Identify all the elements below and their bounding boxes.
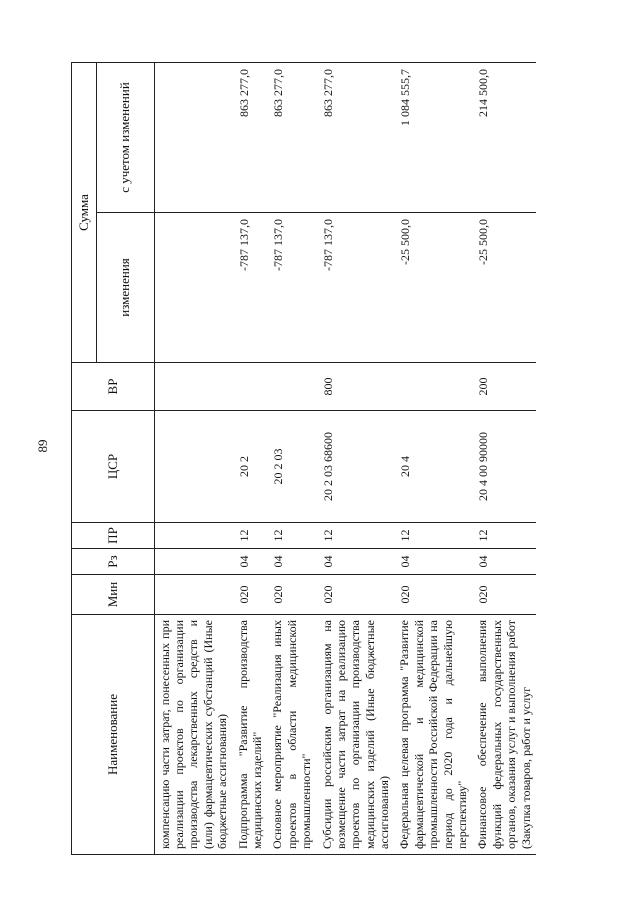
row-total: 863 277,0 xyxy=(267,63,316,213)
row-name: Основное мероприятие "Реализация иных проектов в области медицинской промышленности" xyxy=(267,615,316,855)
row-rz xyxy=(154,549,232,575)
row-name: Федеральная целевая программа "Развитие фармацевтической и медицинской промышленности Российской Федерации на период до 2020 года и дальнейшую перспективу" xyxy=(394,615,472,855)
row-csr: 20 2 03 xyxy=(267,411,316,523)
row-change: -787 137,0 xyxy=(317,213,395,363)
row-pr: 12 xyxy=(267,523,316,549)
row-rz: 04 xyxy=(267,549,316,575)
row-name: Финансовое обеспечение выполнения функций федеральных государственных органов, оказания услуг и выполнения работ (Закупка товаров, работ и услуг xyxy=(472,615,536,855)
row-vr xyxy=(233,363,268,411)
header-rz: Рз xyxy=(72,549,155,575)
row-change xyxy=(154,213,232,363)
row-name: Субсидии российским организациям на возмещение части затрат на реализацию проектов по организации производства медицинских изделий (Иные бюджетные ассигнования) xyxy=(317,615,395,855)
row-pr xyxy=(154,523,232,549)
row-vr: 800 xyxy=(317,363,395,411)
budget-table xyxy=(71,62,536,855)
row-vr xyxy=(267,363,316,411)
row-rz: 04 xyxy=(317,549,395,575)
rotated-page xyxy=(71,63,605,855)
row-vr xyxy=(154,363,232,411)
header-vr: ВР xyxy=(72,363,155,411)
row-total: 214 500,0 xyxy=(472,63,536,213)
row-min: 020 xyxy=(472,575,536,615)
table-row xyxy=(317,63,395,855)
row-change: -25 500,0 xyxy=(472,213,536,363)
row-name: Подпрограмма "Развитие производства медицинских изделий" xyxy=(233,615,268,855)
row-csr: 20 2 03 68600 xyxy=(317,411,395,523)
row-change: -25 500,0 xyxy=(394,213,472,363)
row-min: 020 xyxy=(267,575,316,615)
header-csr: ЦСР xyxy=(72,411,155,523)
table-row xyxy=(233,63,268,855)
table-row xyxy=(394,63,472,855)
row-min: 020 xyxy=(317,575,395,615)
row-rz: 04 xyxy=(233,549,268,575)
row-rz: 04 xyxy=(472,549,536,575)
row-pr: 12 xyxy=(317,523,395,549)
row-csr: 20 2 xyxy=(233,411,268,523)
row-change: -787 137,0 xyxy=(267,213,316,363)
page-number: 89 xyxy=(35,439,50,453)
table-row xyxy=(154,63,232,855)
header-sum: Сумма xyxy=(72,63,97,363)
row-min: 020 xyxy=(394,575,472,615)
header-min: Мин xyxy=(72,575,155,615)
row-min: 020 xyxy=(233,575,268,615)
header-with-changes: с учетом изменений xyxy=(96,63,154,213)
table-row xyxy=(267,63,316,855)
header-name: Наименование xyxy=(72,615,155,855)
row-total: 863 277,0 xyxy=(233,63,268,213)
row-csr: 20 4 xyxy=(394,411,472,523)
row-vr: 200 xyxy=(472,363,536,411)
row-change: -787 137,0 xyxy=(233,213,268,363)
row-total: 863 277,0 xyxy=(317,63,395,213)
row-total xyxy=(154,63,232,213)
row-pr: 12 xyxy=(233,523,268,549)
row-pr: 12 xyxy=(394,523,472,549)
header-change: изменения xyxy=(96,213,154,363)
row-pr: 12 xyxy=(472,523,536,549)
row-csr xyxy=(154,411,232,523)
row-total: 1 084 555,7 xyxy=(394,63,472,213)
row-min xyxy=(154,575,232,615)
row-name: компенсацию части затрат, понесенных при реализации проектов по организации производства лекарственных средств и (или) фармацевтических субстанций (Иные бюджетные ассигнования) xyxy=(154,615,232,855)
table-row xyxy=(472,63,536,855)
row-vr xyxy=(394,363,472,411)
row-csr: 20 4 00 90000 xyxy=(472,411,536,523)
row-rz: 04 xyxy=(394,549,472,575)
header-pr: ПР xyxy=(72,523,155,549)
